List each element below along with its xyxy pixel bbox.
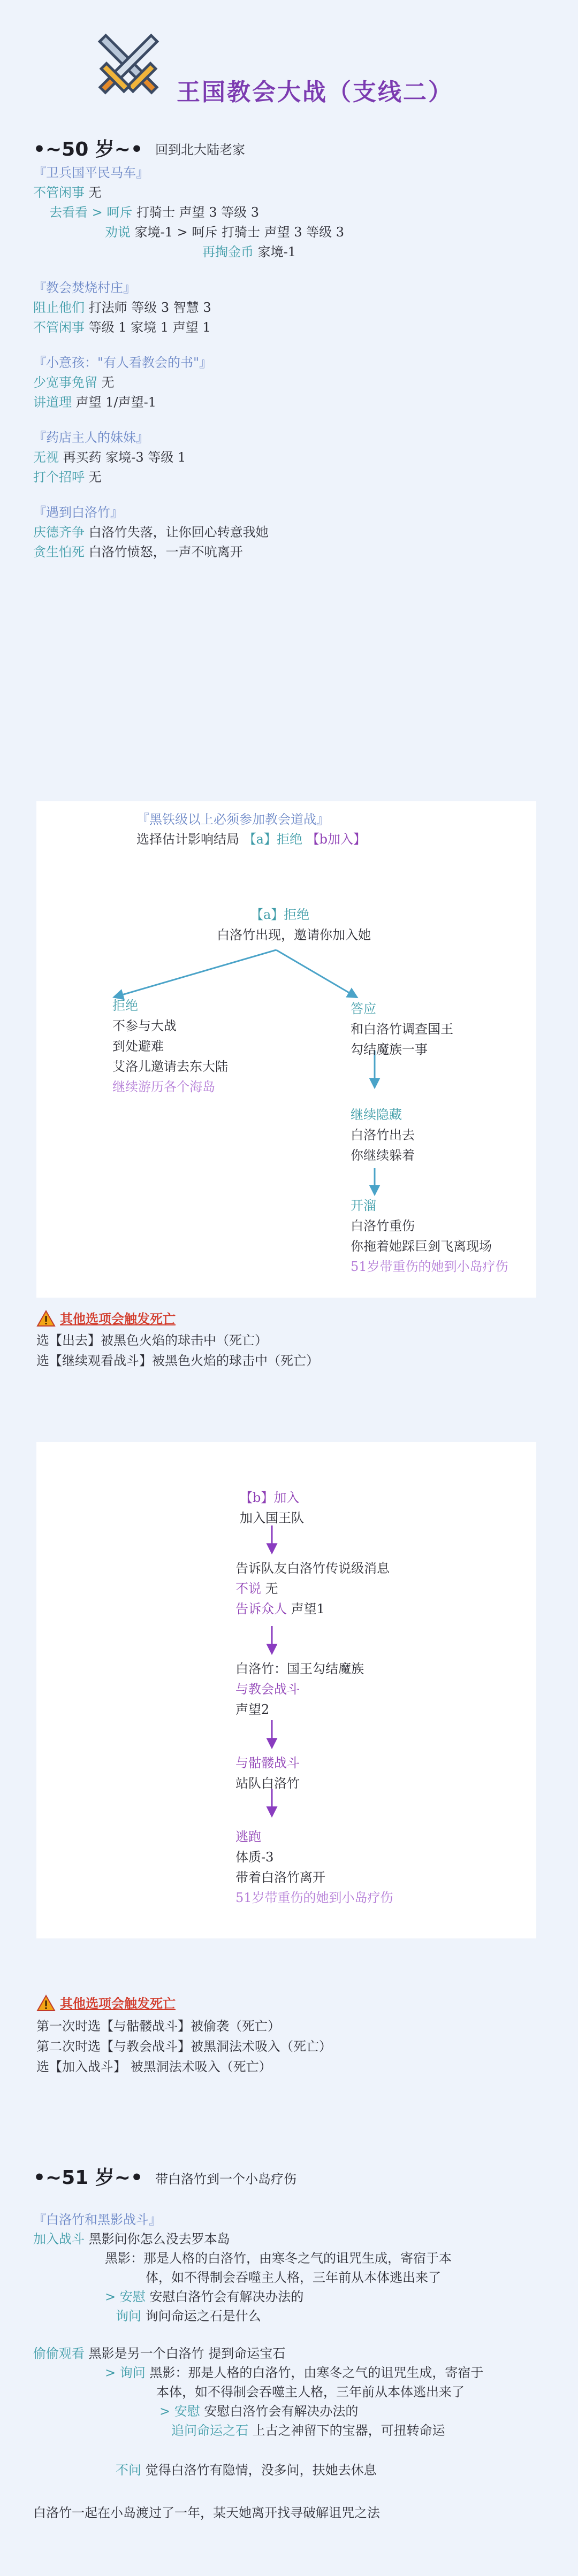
choice-label: 逃跑 [235,1829,261,1844]
choice-result: 询问命运之石是什么 [145,2309,261,2324]
warning-line: 第一次时选【与骷髅战斗】被偷袭（死亡） [36,2019,280,2034]
choice-label: 告诉众人 [235,1601,287,1616]
refuse-line: 不参与大战 [112,1018,177,1033]
event-heading: 『白洛竹和黑影战斗』 [33,2212,162,2227]
choice-label: 去看看 > 呵斥 [49,205,133,220]
choice-label: > 安慰 [105,2289,146,2304]
choice-result: 打骑士 声望 3 等级 3 [136,205,260,220]
choice-result: 黑影是另一个白洛竹 提到命运宝石 [88,2346,286,2361]
escape-line: 白洛竹重伤 [351,1218,415,1233]
choice-result: 家境-1 > 呵斥 打骑士 声望 3 等级 3 [134,225,345,240]
accept-line: 和白洛竹调查国王 [351,1022,453,1037]
dialog-line: 黑影：那是人格的白洛竹，由寒冬之气的诅咒生成，寄宿于本 [105,2251,452,2266]
accept-label: 答应 [351,1001,376,1016]
choice-result: 家境-1 [257,244,296,259]
choice-result: 无 [101,375,115,390]
event-heading: 『教会焚烧村庄』 [33,280,136,295]
age-51-heading: •~51 岁~• [33,2167,143,2189]
refuse-label: 拒绝 [112,998,138,1013]
choice-label: > 安慰 [159,2404,200,2419]
warning-icon [36,1310,56,1327]
step-line: 带着白洛竹离开 [235,1870,325,1885]
event-heading: 『遇到白洛竹』 [33,505,123,520]
choice-label: 不问 [116,2463,141,2478]
step-line: 体质-3 [235,1850,274,1865]
page-title: 王国教会大战（支线二） [177,79,453,106]
choice-label: 加入战斗 [33,2232,85,2247]
choice-result: 安慰白洛竹会有解决办法的 [149,2289,304,2304]
choice-label: 偷偷观看 [33,2346,85,2361]
choice-result: 声望1 [291,1601,325,1616]
choice-result: 等级 1 家境 1 声望 1 [88,320,211,335]
step-line: 白洛竹：国王勾结魔族 [235,1661,364,1676]
choice-result: 黑影：那是人格的白洛竹，由寒冬之气的诅咒生成，寄宿于 [149,2365,484,2380]
step-line: 声望2 [235,1702,270,1717]
choice-result: 上古之神留下的宝器，可扭转命运 [252,2423,445,2438]
choice-result: 觉得白洛竹有隐情，没多问，扶她去休息 [145,2463,377,2478]
choice-label: 阻止他们 [33,300,85,315]
choice-label: 再掏金币 [202,244,254,259]
panel-subheading: 选择估计影响结局 [136,832,239,847]
warning-line: 选【加入战斗】 被黑洞法术吸入（死亡） [36,2059,272,2074]
choice-label: 追问命运之石 [171,2423,248,2438]
arrow-to-accept [276,950,356,997]
age-51-desc: 带白洛竹到一个小岛疗伤 [155,2172,296,2187]
choice-result: 无 [265,1581,278,1596]
choice-result: 打法师 等级 3 智慧 3 [88,300,211,315]
branch-a-arrows [36,801,536,1298]
escape-ending: 51岁带重伤的她到小岛疗伤 [235,1890,393,1905]
dialog-line: 体，如不得制会吞噬主人格，三年前从本体逃出来了 [146,2270,441,2285]
warning-line: 选【继续观看战斗】被黑色火焰的球击中（死亡） [36,1353,319,1368]
warning-line: 第二次时选【与教会战斗】被黑洞法术吸入（死亡） [36,2039,332,2054]
hide-label: 继续隐藏 [351,1107,402,1122]
hide-line: 你继续躲着 [351,1148,415,1163]
choice-label: 不管闲事 [33,320,85,335]
option-a-label: 【a】拒绝 [250,907,310,922]
choice-label: 不管闲事 [33,185,85,200]
choice-label: 劝说 [105,225,131,240]
option-a-tag: 【a】拒绝 [243,832,302,847]
choice-label: 讲道理 [33,395,72,410]
choice-result: 安慰白洛竹会有解决办法的 [204,2404,359,2419]
dialog-line: 本体，如不得制会吞噬主人格，三年前从本体逃出来了 [156,2385,465,2399]
ending-line: 白洛竹一起在小岛渡过了一年，某天她离开找寻破解诅咒之法 [33,2505,380,2520]
escape-ending: 51岁带重伤的她到小岛疗伤 [351,1259,508,1274]
warning-line: 选【出去】被黑色火焰的球击中（死亡） [36,1333,268,1348]
accept-line: 勾结魔族一事 [351,1042,428,1057]
crossed-swords-icon [86,21,171,107]
choice-label: 贪生怕死 [33,545,85,559]
choice-label: 与教会战斗 [235,1682,300,1697]
panel-heading: 『黑铁级以上必须参加教会道战』 [136,812,329,827]
event-heading: 『卫兵国平民马车』 [33,165,149,180]
step-line: 告诉队友白洛竹传说级消息 [235,1561,390,1576]
choice-result: 声望 1/声望-1 [75,395,157,410]
choice-label: 少宽事免留 [33,375,97,390]
refuse-line: 艾洛儿邀请去东大陆 [112,1059,228,1074]
option-b-desc: 加入国王队 [240,1511,304,1525]
choice-label: 不说 [235,1581,261,1596]
choice-result: 无 [88,185,102,200]
choice-result: 黑影问你怎么没去罗本岛 [88,2232,230,2247]
choice-label: 庆德齐争 [33,525,85,540]
choice-label: 打个招呼 [33,470,85,485]
warning-heading: 其他选项会触发死亡 [60,1311,176,1327]
escape-line: 你拖着她踩巨剑飞离现场 [351,1239,492,1254]
event-heading: 『药店主人的妹妹』 [33,430,149,445]
arrow-to-refuse [115,950,276,997]
choice-label: 询问 [116,2309,141,2324]
refuse-line: 到处避难 [112,1039,164,1054]
escape-label: 开溜 [351,1198,376,1213]
warning-heading: 其他选项会触发死亡 [60,1996,176,2011]
choice-label: 无视 [33,450,59,465]
choice-result: 白洛竹失落，让你回心转意我她 [88,525,269,540]
warning-icon [36,1995,56,2012]
option-b-tag: 【b加入】 [306,832,366,847]
option-a-desc: 白洛竹出现，邀请你加入她 [217,927,371,942]
choice-result: 白洛竹愤怒，一声不吭离开 [88,545,243,559]
refuse-ending: 继续游历各个海岛 [112,1079,215,1094]
step-line: 站队白洛竹 [235,1776,300,1791]
option-b-label: 【b】加入 [240,1490,300,1505]
event-heading: 『小意孩："有人看教会的书"』 [33,355,212,370]
choice-result: 再买药 家境-3 等级 1 [63,450,186,465]
choice-result: 无 [88,470,102,485]
choice-label: 与骷髅战斗 [235,1755,300,1770]
age-50-heading: •~50 岁~• [33,139,143,160]
hide-line: 白洛竹出去 [351,1128,415,1143]
age-50-desc: 回到北大陆老家 [155,142,245,157]
choice-label: > 询问 [105,2365,146,2380]
